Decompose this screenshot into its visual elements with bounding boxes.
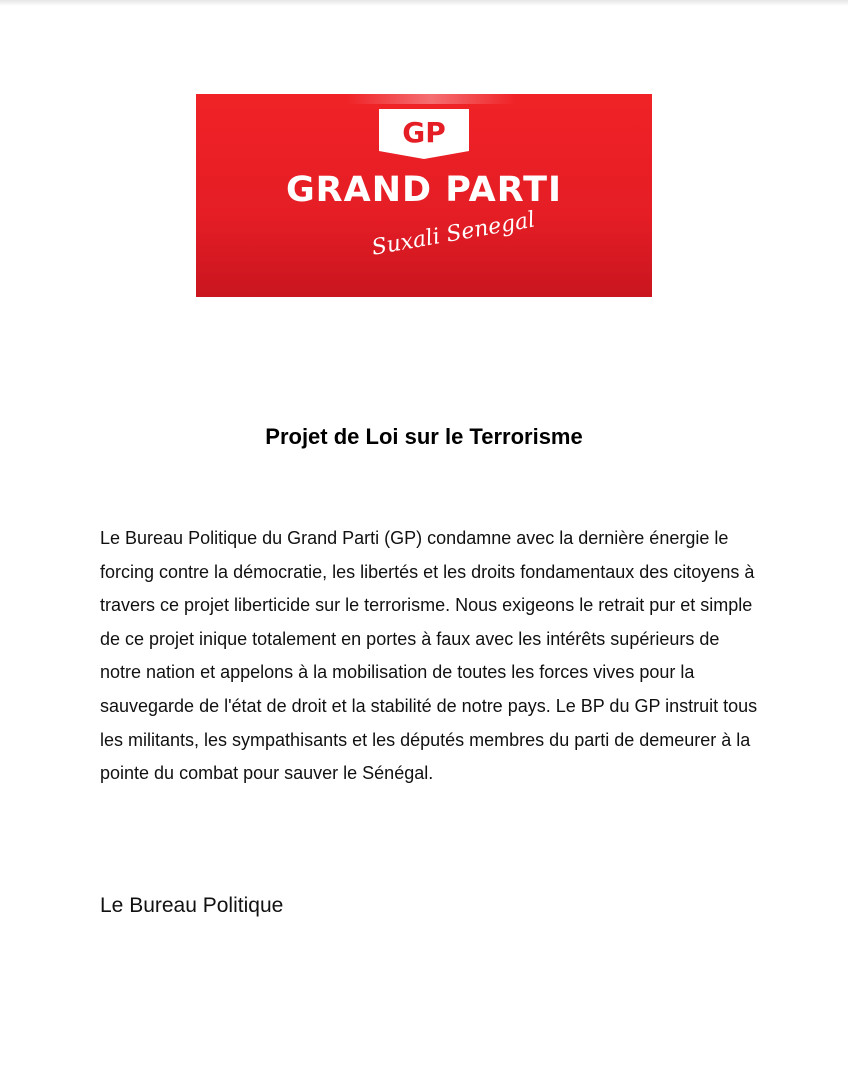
- party-logo: [196, 94, 652, 297]
- logo-party-name: GRAND PARTI: [285, 170, 563, 210]
- logo-shine: [346, 94, 516, 104]
- gp-monogram-badge: [379, 109, 469, 159]
- logo-slogan: Suxali Senegal: [369, 207, 538, 261]
- document-signature: Le Bureau Politique: [100, 894, 284, 917]
- document-title: Projet de Loi sur le Terrorisme: [265, 424, 583, 449]
- document-body: Le Bureau Politique du Grand Parti (GP) condamne avec la dernière énergie le forcing contre la démocratie, les libertés et les droits fondamentaux des citoyens à travers ce projet liberticide sur le terrorisme. Nous exigeons le retrait pur et simple de ce projet inique totalement en portes à faux avec les intérêts supérieurs de notre nation et appelons à la mobilisation de toutes les forces vives pour la sauvegarde de l'état de droit et la stabilité de notre pays. Le BP du GP instruit tous les militants, les sympathisants et les députés membres du parti de demeurer à la pointe du combat pour sauver le Sénégal.: [100, 528, 758, 784]
- svg-text:GP: GP: [402, 116, 446, 149]
